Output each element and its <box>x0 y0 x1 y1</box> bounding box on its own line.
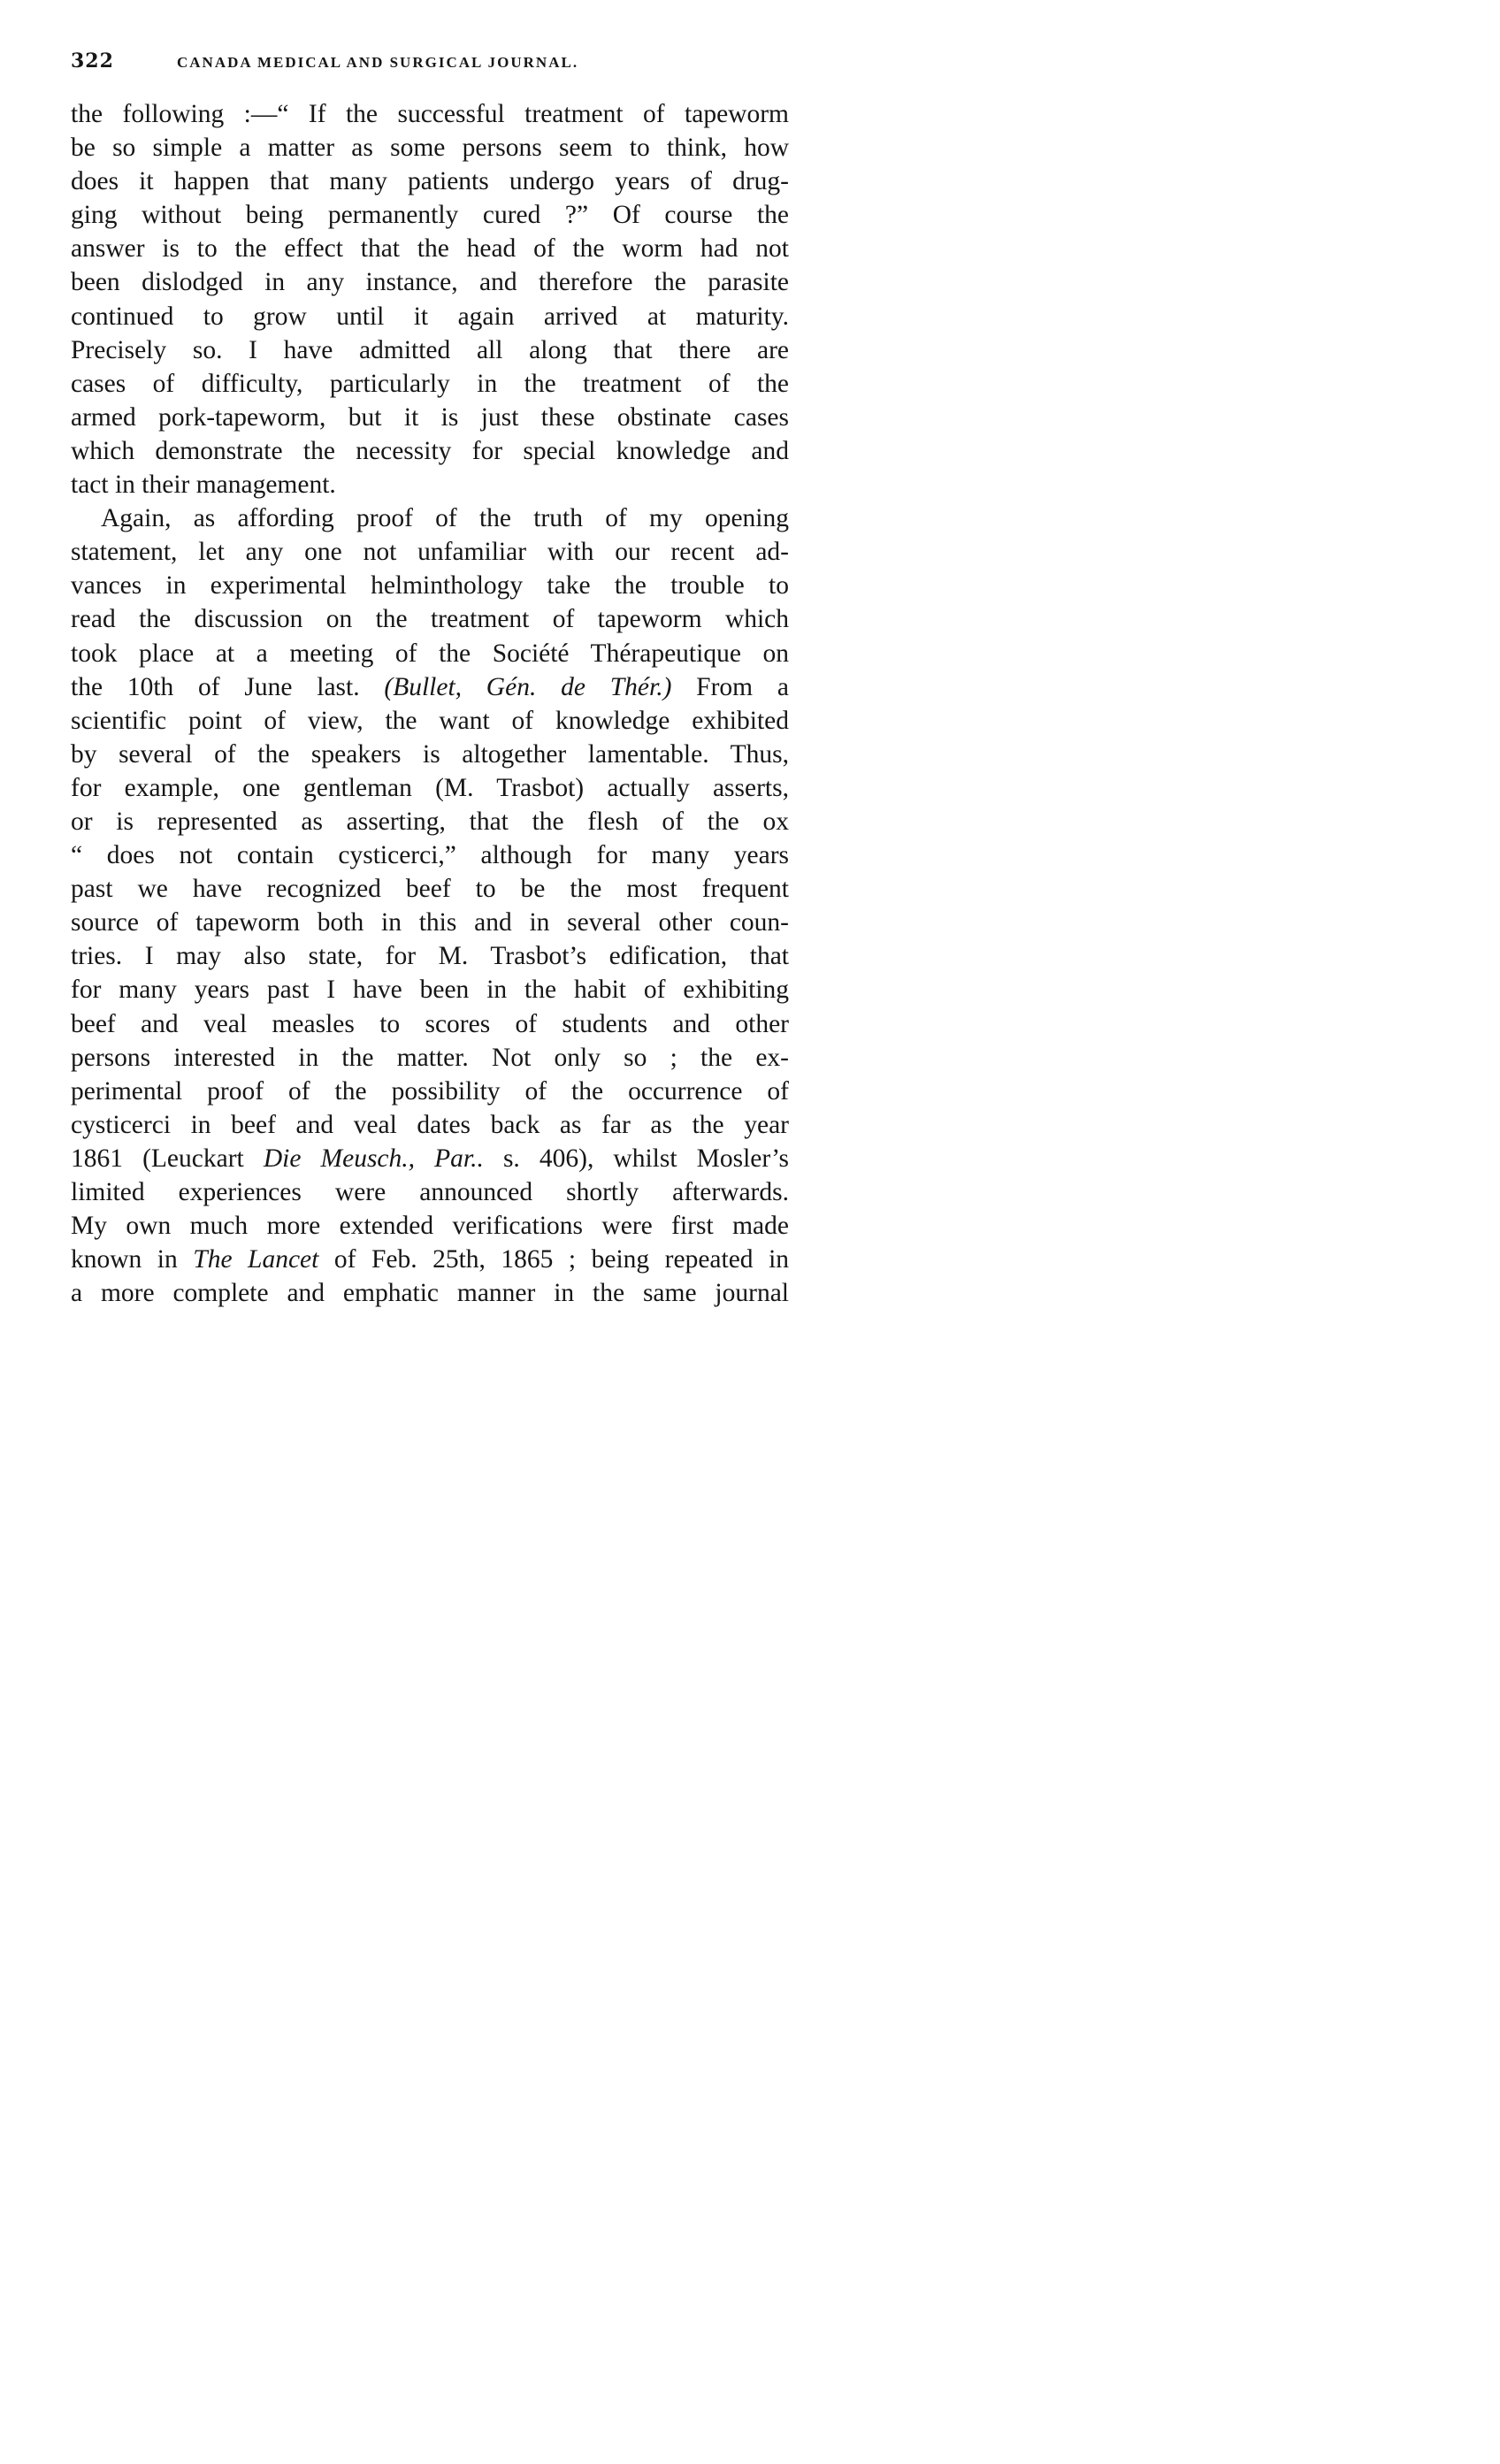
text-line: source of tapeworm both in this and in several other coun- <box>71 908 789 937</box>
text-line: cases of difficulty, particularly in the treatment of the <box>71 369 789 398</box>
text-line: for many years past I have been in the habit of exhibiting <box>71 976 789 1005</box>
text-line: limited experiences were announced shortly afterwards. <box>71 1178 789 1206</box>
page-number: 322 <box>71 50 114 73</box>
text-line: Precisely so. I have admitted all along that there are <box>71 335 789 364</box>
text-line: statement, let any one not unfamiliar with our recent ad- <box>71 538 789 567</box>
paragraph-1 <box>71 97 789 501</box>
text-line: cysticerci in beef and veal dates back as far as the year <box>71 1110 789 1139</box>
text-line: persons interested in the matter. Not only so ; the ex- <box>71 1043 789 1072</box>
text-line: beef and veal measles to scores of students and other <box>71 1009 789 1038</box>
text-line: a more complete and emphatic manner in the same journal <box>71 1279 789 1308</box>
citation-italic: (Bullet, Gén. de Thér.) <box>384 672 672 701</box>
text-line: read the discussion on the treatment of tapeworm which <box>71 605 789 634</box>
text-line: My own much more extended verifications were first made <box>71 1212 789 1241</box>
text-line-mixed <box>71 1142 789 1175</box>
text-line: which demonstrate the necessity for special knowledge and <box>71 436 789 465</box>
text-line-mixed <box>71 670 789 704</box>
text-line: the following :—“ If the successful treatment of tapeworm <box>71 100 789 128</box>
text-line: tact in their management. <box>71 471 336 500</box>
citation-italic: The Lancet <box>193 1245 319 1274</box>
journal-title: CANADA MEDICAL AND SURGICAL JOURNAL. <box>177 54 579 71</box>
text-line: armed pork-tapeworm, but it is just these obstinate cases <box>71 402 789 432</box>
text-line: be so simple a matter as some persons seem to think, how <box>71 134 789 163</box>
text-run: of Feb. 25th, 1865 ; being repeated in <box>333 1245 790 1274</box>
text-line: scientific point of view, the want of knowledge exhibited <box>71 706 789 735</box>
text-line: does it happen that many patients undergo years of drug- <box>71 167 789 196</box>
text-run: known in <box>71 1245 178 1274</box>
text-line: or is represented as asserting, that the flesh of the ox <box>71 807 789 836</box>
text-line: tries. I may also state, for M. Trasbot’s edification, that <box>71 942 789 971</box>
text-line: for example, one gentleman (M. Trasbot) actually asserts, <box>71 773 789 802</box>
text-line: ging without being permanently cured ?” Of course the <box>71 201 789 230</box>
text-run: 1861 (Leuckart <box>71 1144 244 1173</box>
text-line: Again, as affording proof of the truth of my opening <box>101 504 789 533</box>
page <box>0 0 849 1394</box>
text-run: the 10th of June last. <box>71 672 360 701</box>
text-line-mixed <box>71 1243 789 1276</box>
text-line: been dislodged in any instance, and therefore the parasite <box>71 268 789 297</box>
text-line: answer is to the effect that the head of the worm had not <box>71 234 789 264</box>
citation-italic: Die Meusch., Par.. <box>263 1144 484 1173</box>
text-run: s. 406), whilst Mosler’s <box>502 1144 789 1173</box>
paragraph-2 <box>71 501 789 1310</box>
text-line: vances in experimental helminthology take the trouble to <box>71 571 789 601</box>
text-run: From a <box>696 672 789 701</box>
text-line: perimental proof of the possibility of the occurrence of <box>71 1076 789 1106</box>
text-line: continued to grow until it again arrived at maturity. <box>71 302 789 331</box>
running-head <box>71 50 787 80</box>
text-line: past we have recognized beef to be the most frequent <box>71 875 789 904</box>
body-text <box>71 97 789 1310</box>
text-line: “ does not contain cysticerci,” although for many years <box>71 841 789 870</box>
text-line: by several of the speakers is altogether lamentable. Thus, <box>71 739 789 769</box>
text-line: took place at a meeting of the Société Thérapeutique on <box>71 639 789 668</box>
